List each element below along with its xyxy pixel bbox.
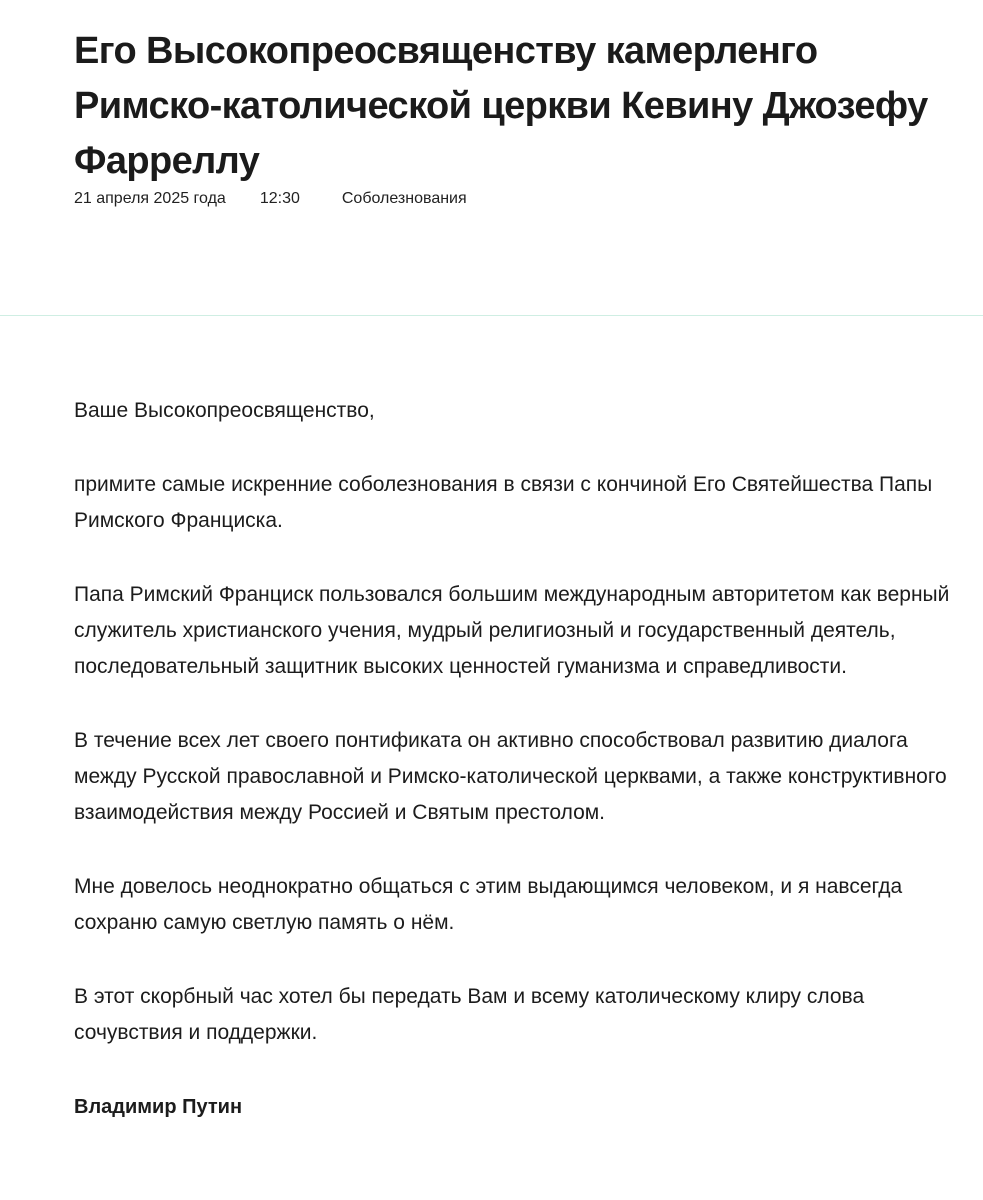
header-divider <box>0 315 983 316</box>
body-paragraph-2: Папа Римский Франциск пользовался большим международным авторитетом как верный служитель христианского учения, мудрый религиозный и государственный деятель, последовательный защитник высоких ценностей гуманизма и справедливости. <box>74 583 950 678</box>
body-paragraph-5: В этот скорбный час хотел бы передать Вам и всему католическому клиру слова сочувствия и поддержки. <box>74 985 865 1044</box>
publication-date: 21 апреля 2025 года <box>74 190 226 207</box>
publication-time: 12:30 <box>259 190 300 207</box>
signature: Владимир Путин <box>74 1096 243 1118</box>
article-meta <box>74 189 467 209</box>
greeting-paragraph: Ваше Высокопреосвященство, <box>74 399 375 422</box>
body-paragraph-3: В течение всех лет своего понтификата он активно способствовал развитию диалога между Русской православной и Римско-католической церквами, а также конструктивного взаимодействия между Россией и Святым престолом. <box>74 729 947 824</box>
page-title: Его Высокопреосвященству камерленго Римско-католической церкви Кевину Джозефу Фарреллу <box>74 30 928 182</box>
article-body <box>74 393 954 1163</box>
article-header <box>74 24 954 189</box>
body-paragraph-1: примите самые искренние соболезнования в связи с кончиной Его Святейшества Папы Римского Франциска. <box>74 473 933 532</box>
body-paragraph-4: Мне довелось неоднократно общаться с этим выдающимся человеком, и я навсегда сохраню самую светлую память о нём. <box>74 875 903 934</box>
category-link[interactable]: Соболезнования <box>341 190 467 207</box>
